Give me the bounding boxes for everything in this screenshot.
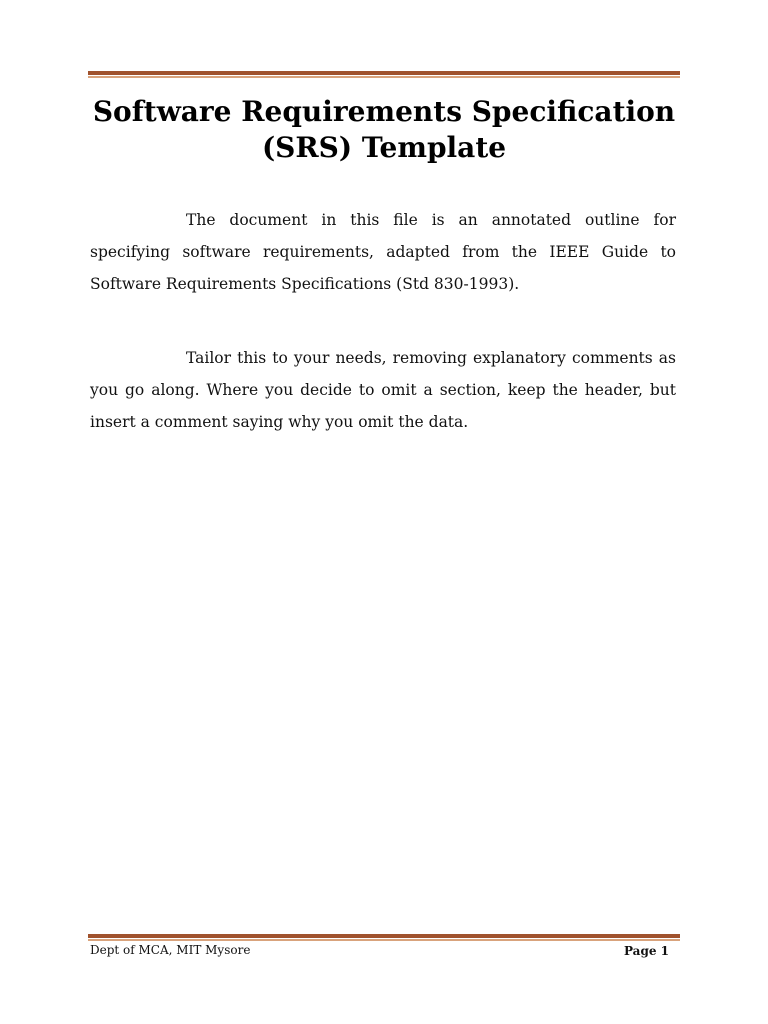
footer-department: Dept of MCA, MIT Mysore <box>90 943 251 957</box>
footer-rule <box>88 934 680 941</box>
header-rule <box>88 71 680 78</box>
body-paragraph-1: The document in this file is an annotated outline for specifying software requirements, adapted from the IEEE Guide to Software Requirements Specifications (Std 830-1993). <box>90 211 676 293</box>
body-paragraph-2: Tailor this to your needs, removing explanatory comments as you go along. Where you decide to omit a section, keep the header, but insert a comment saying why you omit the data. <box>90 349 676 431</box>
header-rule-thin-line <box>88 76 680 78</box>
footer-rule-thick-line <box>88 934 680 938</box>
footer-page-number: Page 1 <box>623 944 669 958</box>
document-title: Software Requirements Specification (SRS) Template <box>92 95 676 164</box>
header-rule-thick-line <box>88 71 680 75</box>
